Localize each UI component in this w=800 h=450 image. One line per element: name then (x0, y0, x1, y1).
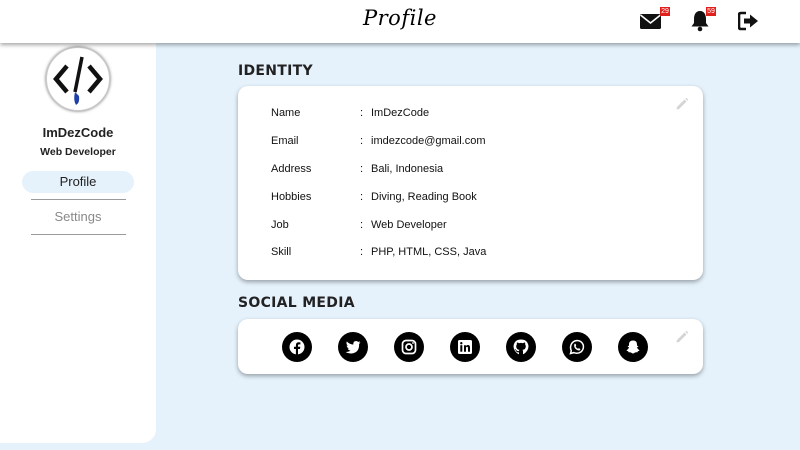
field-separator: : (360, 163, 364, 175)
nav-item-settings[interactable]: Settings (54, 209, 102, 224)
field-value: Diving, Reading Book (371, 191, 477, 203)
linkedin-icon (457, 339, 473, 355)
field-separator: : (360, 246, 364, 258)
sidebar (0, 43, 156, 443)
linkedin-link[interactable] (450, 332, 480, 362)
whatsapp-icon (569, 339, 585, 355)
field-label: Email (271, 135, 299, 147)
field-label: Name (271, 107, 301, 119)
logout-button[interactable] (738, 9, 764, 33)
field-value: Bali, Indonesia (371, 163, 444, 175)
field-label: Job (271, 219, 289, 231)
logout-icon (738, 11, 760, 31)
avatar (46, 47, 110, 111)
github-icon (513, 339, 529, 355)
field-value: ImDezCode (371, 107, 430, 119)
social-links (282, 332, 662, 362)
mail-count-badge: 29 (661, 8, 669, 15)
facebook-link[interactable] (282, 332, 312, 362)
social-section-title: SOCIAL MEDIA (238, 295, 355, 311)
twitter-icon (345, 339, 361, 355)
field-label: Hobbies (271, 191, 312, 203)
nav-divider (31, 199, 126, 200)
snapchat-icon (625, 339, 641, 355)
user-name: ImDezCode (42, 125, 114, 140)
notification-count-badge: 59 (707, 8, 715, 15)
social-card (238, 319, 703, 374)
snapchat-link[interactable] (618, 332, 648, 362)
edit-social-icon[interactable] (675, 330, 689, 344)
field-separator: : (360, 191, 364, 203)
field-separator: : (360, 219, 364, 231)
page-title: Profile (363, 6, 437, 30)
field-value: PHP, HTML, CSS, Java (371, 246, 487, 258)
nav-divider (31, 234, 126, 235)
nav-item-profile[interactable]: Profile (22, 171, 134, 193)
instagram-icon (401, 339, 417, 355)
instagram-link[interactable] (394, 332, 424, 362)
user-role: Web Developer (40, 146, 116, 158)
top-bar (0, 0, 800, 43)
facebook-icon (289, 339, 305, 355)
field-label: Address (271, 163, 312, 175)
mail-button[interactable] (640, 8, 669, 33)
edit-identity-icon[interactable] (675, 97, 689, 111)
field-label: Skill (271, 246, 292, 258)
field-value: imdezcode@gmail.com (371, 135, 486, 147)
identity-section-title: IDENTITY (238, 63, 313, 79)
notifications-button[interactable] (690, 9, 716, 33)
mail-icon (640, 12, 662, 30)
whatsapp-link[interactable] (562, 332, 592, 362)
code-logo-icon (47, 48, 109, 110)
field-separator: : (360, 135, 364, 147)
twitter-link[interactable] (338, 332, 368, 362)
github-link[interactable] (506, 332, 536, 362)
identity-card (238, 86, 703, 280)
field-separator: : (360, 107, 364, 119)
field-value: Web Developer (371, 219, 447, 231)
